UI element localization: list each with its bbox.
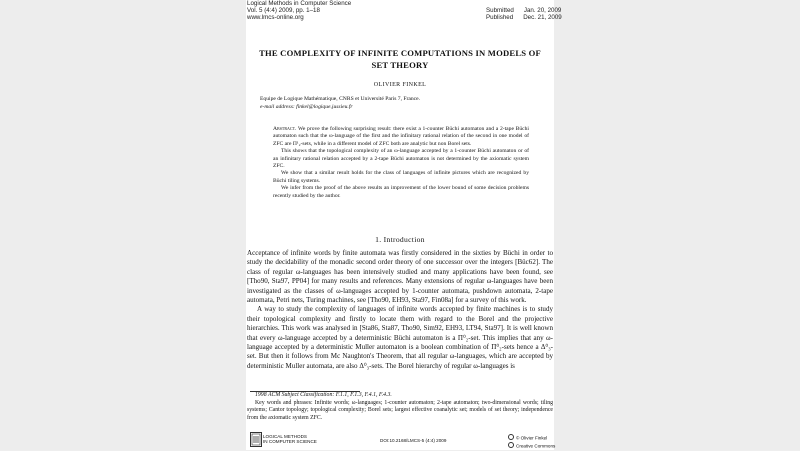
keywords: Key words and phrases: Infinite words; ω-languages; 1-counter automaton; 2-tape automaton; two-dimensional words; tiling systems; Cantor topology; topological complexity; Borel sets; largest effective coanalytic set; models of set theory; independence from the axiomatic system ZFC.	[247, 399, 553, 421]
logo-line-1: LOGICAL METHODS	[263, 434, 307, 439]
section-heading: 1. Introduction	[375, 235, 425, 244]
logo-line-2: IN COMPUTER SCIENCE	[263, 439, 317, 444]
logo-label	[263, 434, 317, 444]
paper-page	[246, 0, 562, 450]
abstract	[273, 126, 529, 200]
abstract-paragraph-1: We prove the following surprising result: there exist a 1-counter Büchi automaton and a 2-tape Büchi automaton such that the ω-language of the first and the infinitary rational relation of the second in one model of ZFC are Π¹₂-sets, while in a different model of ZFC both are analytic but non Borel sets.	[273, 126, 529, 147]
left-margin	[0, 0, 246, 450]
submitted-label: Submitted	[486, 7, 514, 14]
copyright-holder: © Olivier Finkel	[516, 435, 548, 441]
journal-header	[247, 0, 351, 21]
author-name: OLIVIER FINKEL	[373, 82, 427, 88]
journal-volume: Vol. 5 (4:4) 2009, pp. 1–18	[247, 7, 320, 14]
doi[interactable]: DOI:10.2168/LMCS-5 (4:4) 2009	[380, 438, 447, 443]
right-margin	[554, 0, 800, 450]
title-line-1: THE COMPLEXITY OF INFINITE COMPUTATIONS IN MODELS OF	[259, 48, 541, 58]
lmcs-logo	[250, 432, 262, 447]
footnote	[247, 392, 553, 422]
intro-paragraph-2: A way to study the complexity of languages of infinite words accepted by finite machines is to study their topological complexity and firstly to locate them with regard to the Borel and the projective hierarchies. This work was analysed in [Sta86, Sta87, Tho90, Sim92, EH93, LT94, Sta97]. It is well known that every ω-language accepted by a deterministic Büchi automaton is a Π⁰₂-set. This implies that any ω-language accepted by a deterministic Muller automaton is a boolean combination of Π⁰₂-sets hence a Δ⁰₃-set. But then it follows from Mc Naughton's Theorem, that all regular ω-languages, which are accepted by deterministic Muller automata, are also Δ⁰₃-sets. The Borel hierarchy of regular ω-languages is	[247, 305, 553, 370]
paper-title	[246, 47, 554, 71]
published-date: Dec. 21, 2009	[523, 14, 562, 21]
abstract-paragraph-4: We infer from the proof of the above results an improvement of the lower bound of some decision problems recently studied by the author.	[273, 185, 529, 199]
abstract-label: Abstract.	[273, 126, 297, 132]
dates-block	[486, 7, 562, 21]
copyright-icon	[508, 434, 514, 440]
journal-name: Logical Methods in Computer Science	[247, 0, 352, 7]
acm-classification: 1998 ACM Subject Classification: F.1.1, F.1.3, F.4.1, F.4.3.	[255, 392, 392, 398]
submitted-date: Jan. 20, 2009	[523, 7, 562, 14]
published-label: Published	[486, 14, 514, 21]
title-line-2: SET THEORY	[371, 60, 429, 70]
introduction-text	[247, 249, 553, 371]
creative-commons-icon	[508, 442, 514, 448]
license-block	[508, 434, 555, 449]
abstract-paragraph-2: This shows that the topological complexity of an ω-language accepted by a 1-counter Büchi automaton or of an infinitary rational relation accepted by a 2-tape Büchi automaton is not determined by the axiomatic system ZFC.	[273, 148, 529, 170]
affiliation: Equipe de Logique Mathématique, CNRS et Université Paris 7, France.	[260, 96, 421, 102]
email-address[interactable]: e-mail address: finkel@logique.jussieu.fr	[260, 104, 353, 110]
journal-website[interactable]: www.lmcs-online.org	[247, 14, 304, 21]
abstract-paragraph-3: We show that a similar result holds for the class of languages of infinite pictures which are recognized by Büchi tiling systems.	[273, 170, 529, 184]
intro-paragraph-1: Acceptance of infinite words by finite automata was firstly considered in the sixties by Büchi in order to study the decidability of the monadic second order theory of one successor over the integers [Büc62]. The class of regular ω-languages has been intensively studied and many applications have been found, see [Tho90, Sta97, PP04] for many results and references. Many extensions of regular ω-languages have been investigated as the classes of ω-languages accepted by 1-counter automata, pushdown automata, 2-tape automata, Petri nets, Turing machines, see [Tho90, EH93, Sta97, Fin08a] for a survey of this work.	[247, 249, 553, 305]
license-name[interactable]: Creative Commons	[516, 443, 556, 448]
